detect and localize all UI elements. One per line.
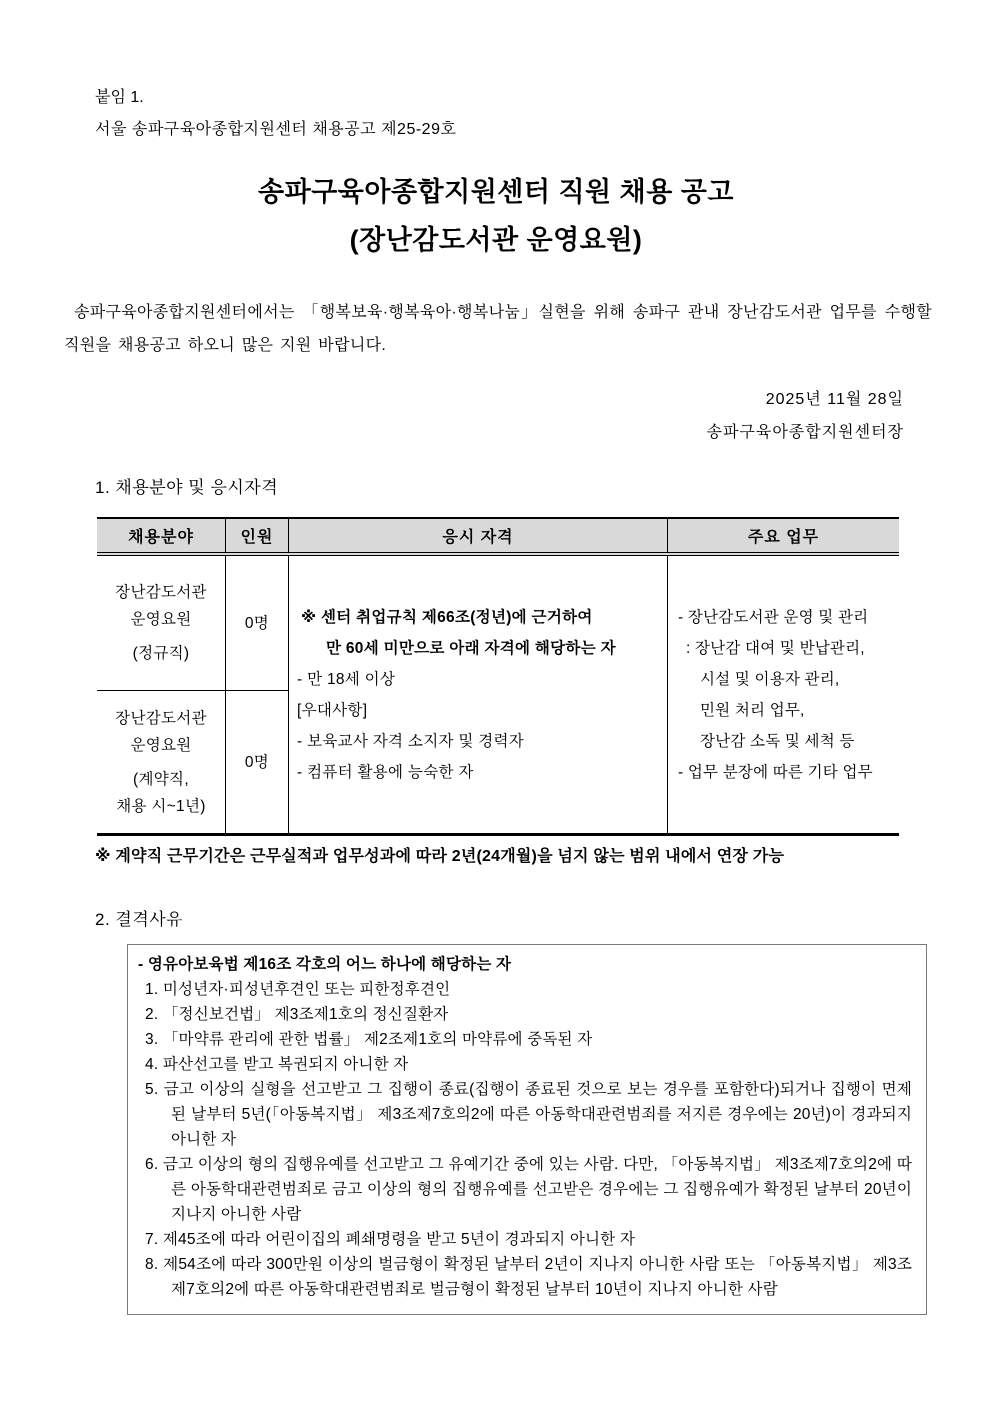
qualification-line: - 만 18세 이상 bbox=[297, 670, 396, 688]
count-value: 0명 bbox=[244, 614, 270, 632]
table-cell-qualification bbox=[288, 556, 667, 833]
attachment-label: 붙임 1. bbox=[95, 89, 144, 106]
document-title bbox=[0, 168, 992, 264]
table-body bbox=[97, 556, 899, 833]
field-line: 장난감도서관 bbox=[115, 584, 207, 601]
title-line-2: (장난감도서관 운영요원) bbox=[349, 225, 643, 255]
disqualification-item: 5. 금고 이상의 실형을 선고받고 그 집행이 종료(집행이 종료된 것으로 보는 경우를 포함한다)되거나 집행이 면제된 날부터 5년(「아동복지법」 제3조제7호의2에 따른 아동학대관련범죄를 저지른 경우에는 20년)이 경과되지 아니한 자 bbox=[145, 1081, 912, 1148]
duty-line: 민원 처리 업무, bbox=[700, 701, 805, 719]
field-line: 운영요원 bbox=[130, 611, 192, 628]
contract-period-note: ※ 계약직 근무기간은 근무실적과 업무성과에 따라 2년(24개월)을 넘지 않는 범위 내에서 연장 가능 bbox=[95, 848, 785, 865]
field-paren: (정규직) bbox=[132, 645, 190, 662]
field-line: 장난감도서관 bbox=[115, 709, 207, 727]
date-signature-block bbox=[707, 383, 904, 449]
field-line: 운영요원 bbox=[130, 736, 192, 754]
duty-line: 시설 및 이용자 관리, bbox=[700, 670, 840, 688]
qualification-line: [우대사항] bbox=[297, 701, 368, 719]
col-header-field: 채용분야 bbox=[128, 529, 194, 546]
qualification-line-bold: 만 60세 미만으로 아래 자격에 해당하는 자 bbox=[326, 639, 616, 657]
disqualification-item: 3. 「마약류 관리에 관한 법률」 제2조제1호의 마약류에 중독된 자 bbox=[145, 1031, 593, 1048]
field-paren: 채용 시~1년) bbox=[116, 797, 206, 815]
duty-line: 장난감 소독 및 세척 등 bbox=[700, 732, 855, 750]
col-header-qualification: 응시 자격 bbox=[288, 519, 667, 552]
col-header-count: 인원 bbox=[225, 519, 288, 552]
recruitment-table bbox=[97, 517, 899, 836]
duty-line: : 장난감 대여 및 반납관리, bbox=[686, 639, 865, 657]
announcement-date: 2025년 11월 28일 bbox=[765, 391, 904, 408]
disqualification-box bbox=[127, 944, 927, 1315]
count-value: 0명 bbox=[244, 753, 270, 771]
qualification-line: - 컴퓨터 활용에 능숙한 자 bbox=[297, 763, 474, 781]
table-header-row bbox=[97, 519, 899, 556]
notice-number: 서울 송파구육아종합지원센터 채용공고 제25-29호 bbox=[95, 121, 457, 138]
table-cell-field-regular bbox=[97, 556, 225, 691]
duty-line: - 업무 분장에 따른 기타 업무 bbox=[678, 763, 873, 781]
disqualification-item: 1. 미성년자·피성년후견인 또는 피한정후견인 bbox=[145, 981, 451, 998]
section-1-heading: 1. 채용분야 및 응시자격 bbox=[95, 478, 279, 497]
disqualification-item: 4. 파산선고를 받고 복권되지 아니한 자 bbox=[145, 1056, 409, 1073]
col-header-duties: 주요 업무 bbox=[667, 519, 899, 552]
disqualification-item: 7. 제45조에 따라 어린이집의 폐쇄명령을 받고 5년이 경과되지 아니한 자 bbox=[145, 1231, 636, 1248]
qualification-line: - 보육교사 자격 소지자 및 경력자 bbox=[297, 732, 525, 750]
qualification-line-bold: ※ 센터 취업규칙 제66조(정년)에 근거하여 bbox=[301, 608, 593, 626]
intro-paragraph: 송파구육아종합지원센터에서는 「행복보육·행복육아·행복나눔」실현을 위해 송파구 관내 장난감도서관 업무를 수행할 직원을 채용공고 하오니 많은 지원 바랍니다. bbox=[64, 304, 932, 354]
table-cell-count-contract bbox=[225, 691, 288, 833]
duty-line: - 장난감도서관 운영 및 관리 bbox=[678, 608, 869, 626]
table-cell-field-contract bbox=[97, 691, 225, 833]
disqualification-item: 6. 금고 이상의 형의 집행유예를 선고받고 그 유예기간 중에 있는 사람. 다만, 「아동복지법」 제3조제7호의2에 따른 아동학대관련범죄로 금고 이상의 형의 집행유예를 선고받은 경우에는 그 집행유예가 확정된 날부터 20년이 지나지 아니한 사람 bbox=[145, 1156, 912, 1223]
title-line-1: 송파구육아종합지원센터 직원 채용 공고 bbox=[258, 177, 734, 207]
signer-title: 송파구육아종합지원센터장 bbox=[706, 424, 904, 441]
table-cell-count-regular bbox=[225, 556, 288, 691]
field-paren: (계약직, bbox=[133, 770, 189, 788]
section-2-heading: 2. 결격사유 bbox=[95, 910, 184, 929]
disqualification-title: - 영유아보육법 제16조 각호의 어느 하나에 해당하는 자 bbox=[138, 956, 512, 973]
table-cell-duties bbox=[667, 556, 899, 833]
disqualification-item: 8. 제54조에 따라 300만원 이상의 벌금형이 확정된 날부터 2년이 지나지 아니한 사람 또는 「아동복지법」 제3조제7호의2에 따른 아동학대관련범죄로 벌금형이 확정된 날부터 10년이 지나지 아니한 사람 bbox=[145, 1256, 912, 1298]
disqualification-item: 2. 「정신보건법」 제3조제1호의 정신질환자 bbox=[145, 1006, 449, 1023]
